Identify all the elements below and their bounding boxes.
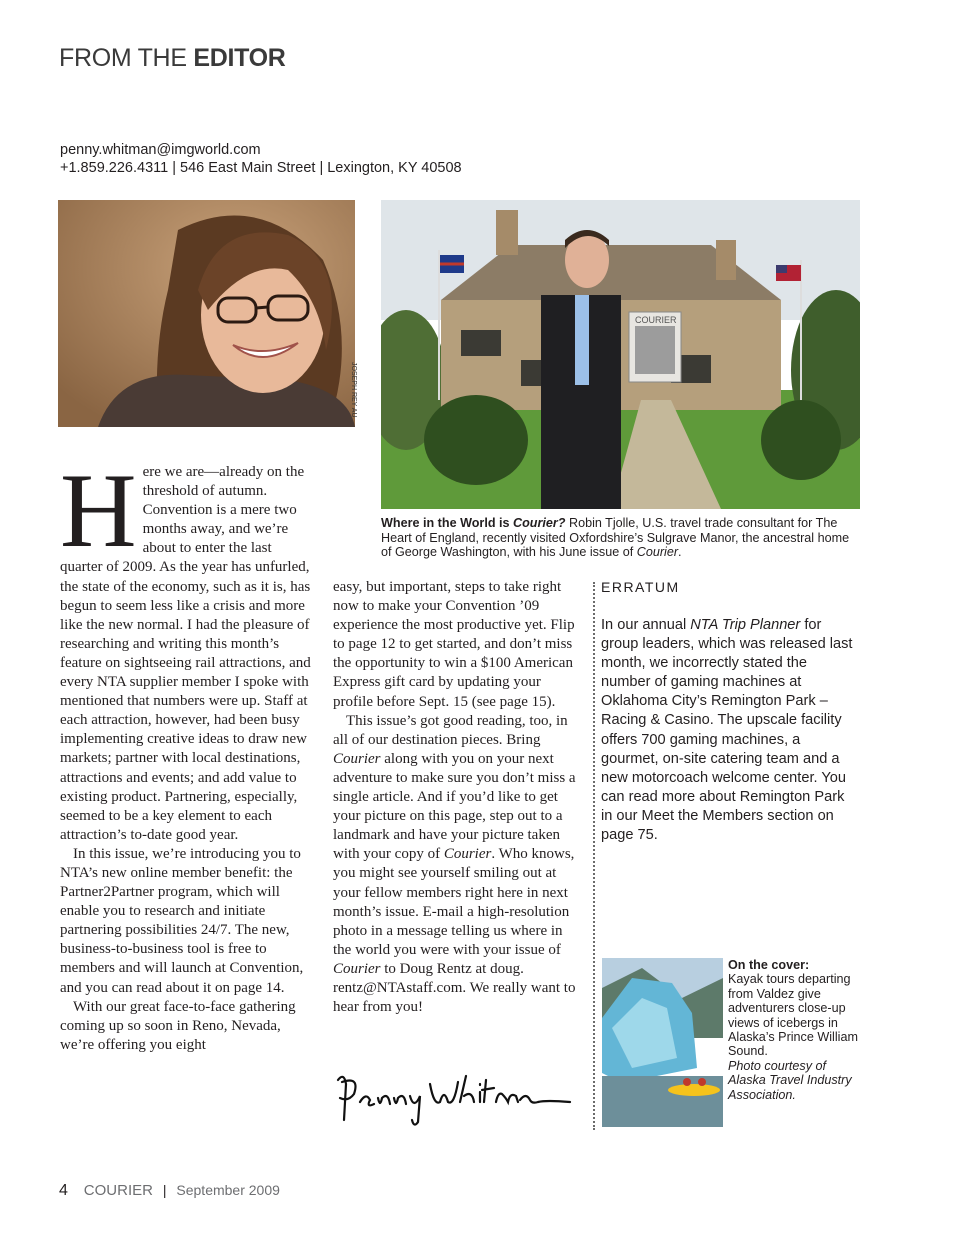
- issue-date: September 2009: [176, 1182, 280, 1198]
- erratum-heading: ERRATUM: [601, 579, 680, 595]
- cover-caption-text: Kayak tours departing from Valdez give adventurers close-up views of icebergs in Alaska’s Prince William Sound.: [728, 972, 858, 1059]
- title-light: FROM THE: [59, 44, 187, 72]
- editor-address: +1.859.226.4311 | 546 East Main Street | Lexington, KY 40508: [60, 160, 462, 176]
- title-bold: EDITOR: [193, 44, 286, 72]
- editor-portrait: [58, 200, 355, 427]
- article-paragraph: In this issue, we’re introducing you to NTA’s new online member benefit: the Partner2Partner program, which will enable you to research and initiate partnering possibilities 24/7. The new, business-to-business tool is free to members and will launch at Convention, and you can read about it on page 14.: [60, 845, 304, 996]
- editor-signature: [330, 1062, 580, 1132]
- photo-credit: JOSEPH REY AU: [350, 362, 357, 418]
- page-number: 4: [59, 1182, 68, 1199]
- drop-cap: H: [60, 452, 137, 569]
- cover-photo-credit: Photo courtesy of Alaska Travel Industry Association.: [728, 1058, 852, 1102]
- page-footer: [59, 1182, 280, 1200]
- article-paragraph: This issue’s got good reading, too, in all of our destination pieces. Bring Courier along with you on your next adventure to make sure you don’t miss a single article. And if you’d like to get your picture on this page, step out to a landmark and have your picture taken with your copy of Courier. Who knows, you might see yourself smiling out at your fellow members right here in next month’s issue. E-mail a high-resolution photo in a message telling us where in the world you were with your issue of Courier to Doug Rentz at doug. rentz@NTAstaff.com. We really want to hear from you!: [333, 712, 576, 1016]
- editor-contact: [60, 141, 462, 177]
- page-title: [59, 44, 286, 73]
- where-caption-lead: Where in the World is Courier?: [381, 516, 566, 530]
- publication-name: COURIER: [83, 1182, 153, 1199]
- article-paragraph: With our great face-to-face gathering coming up so soon in Reno, Nevada, we’re offering you eight: [60, 998, 296, 1053]
- cover-photo: [602, 958, 723, 1127]
- article-column-2: [333, 578, 583, 1017]
- column-divider: [593, 582, 595, 1130]
- footer-separator: |: [162, 1182, 167, 1198]
- where-caption: Where in the World is Courier? Robin Tjolle, U.S. travel trade consultant for The Heart of England, recently visited Oxfordshire’s Sulgrave Manor, the ancestral home of George Washington, with his June issue of Courier.: [381, 516, 850, 560]
- cover-caption: [728, 958, 860, 1102]
- editor-email[interactable]: penny.whitman@imgworld.com: [60, 142, 261, 158]
- article-paragraph: Here we are—already on the threshold of autumn. Convention is a mere two months away, and we’re about to enter the last quarter of 2009. As the year has unfurled, the state of the economy, such as it is, has begun to seem less like a crisis and more like the new normal. I had the pleasure of researching and writing this month’s feature on sightseeing rail attractions, and every NTA supplier member I spoke with mentioned that numbers were up. Staff at each attraction, however, had been busy implementing creative ideas to draw new markets; partner with local destinations, attractions and events; and add value to existing product. Partnering, especially, seemed to be a key element to each attraction’s to-date good year.: [60, 452, 311, 843]
- erratum-text: In our annual NTA Trip Planner for group leaders, which was released last month, we incorrectly stated the number of gaming machines at Oklahoma City’s Remington Park – Racing & Casino. The upscale facility offers 700 gaming machines, a gourmet, on-site catering team and a new motorcoach welcome center. You can read more about Remington Park in our Meet the Members section on page 75.: [601, 617, 853, 844]
- article-column-1: [60, 452, 315, 1055]
- cover-caption-title: On the cover:: [728, 958, 810, 972]
- article-paragraph: easy, but important, steps to take right now to make your Convention ’09 experience the most productive yet. Flip to page 12 to get started, and don’t miss the opportunity to win a $100 American Express gift card by updating your profile before Sept. 15 (see page 15).: [333, 579, 575, 710]
- magazine-cover-title: COURIER: [635, 315, 677, 325]
- where-in-the-world-photo: [381, 200, 860, 509]
